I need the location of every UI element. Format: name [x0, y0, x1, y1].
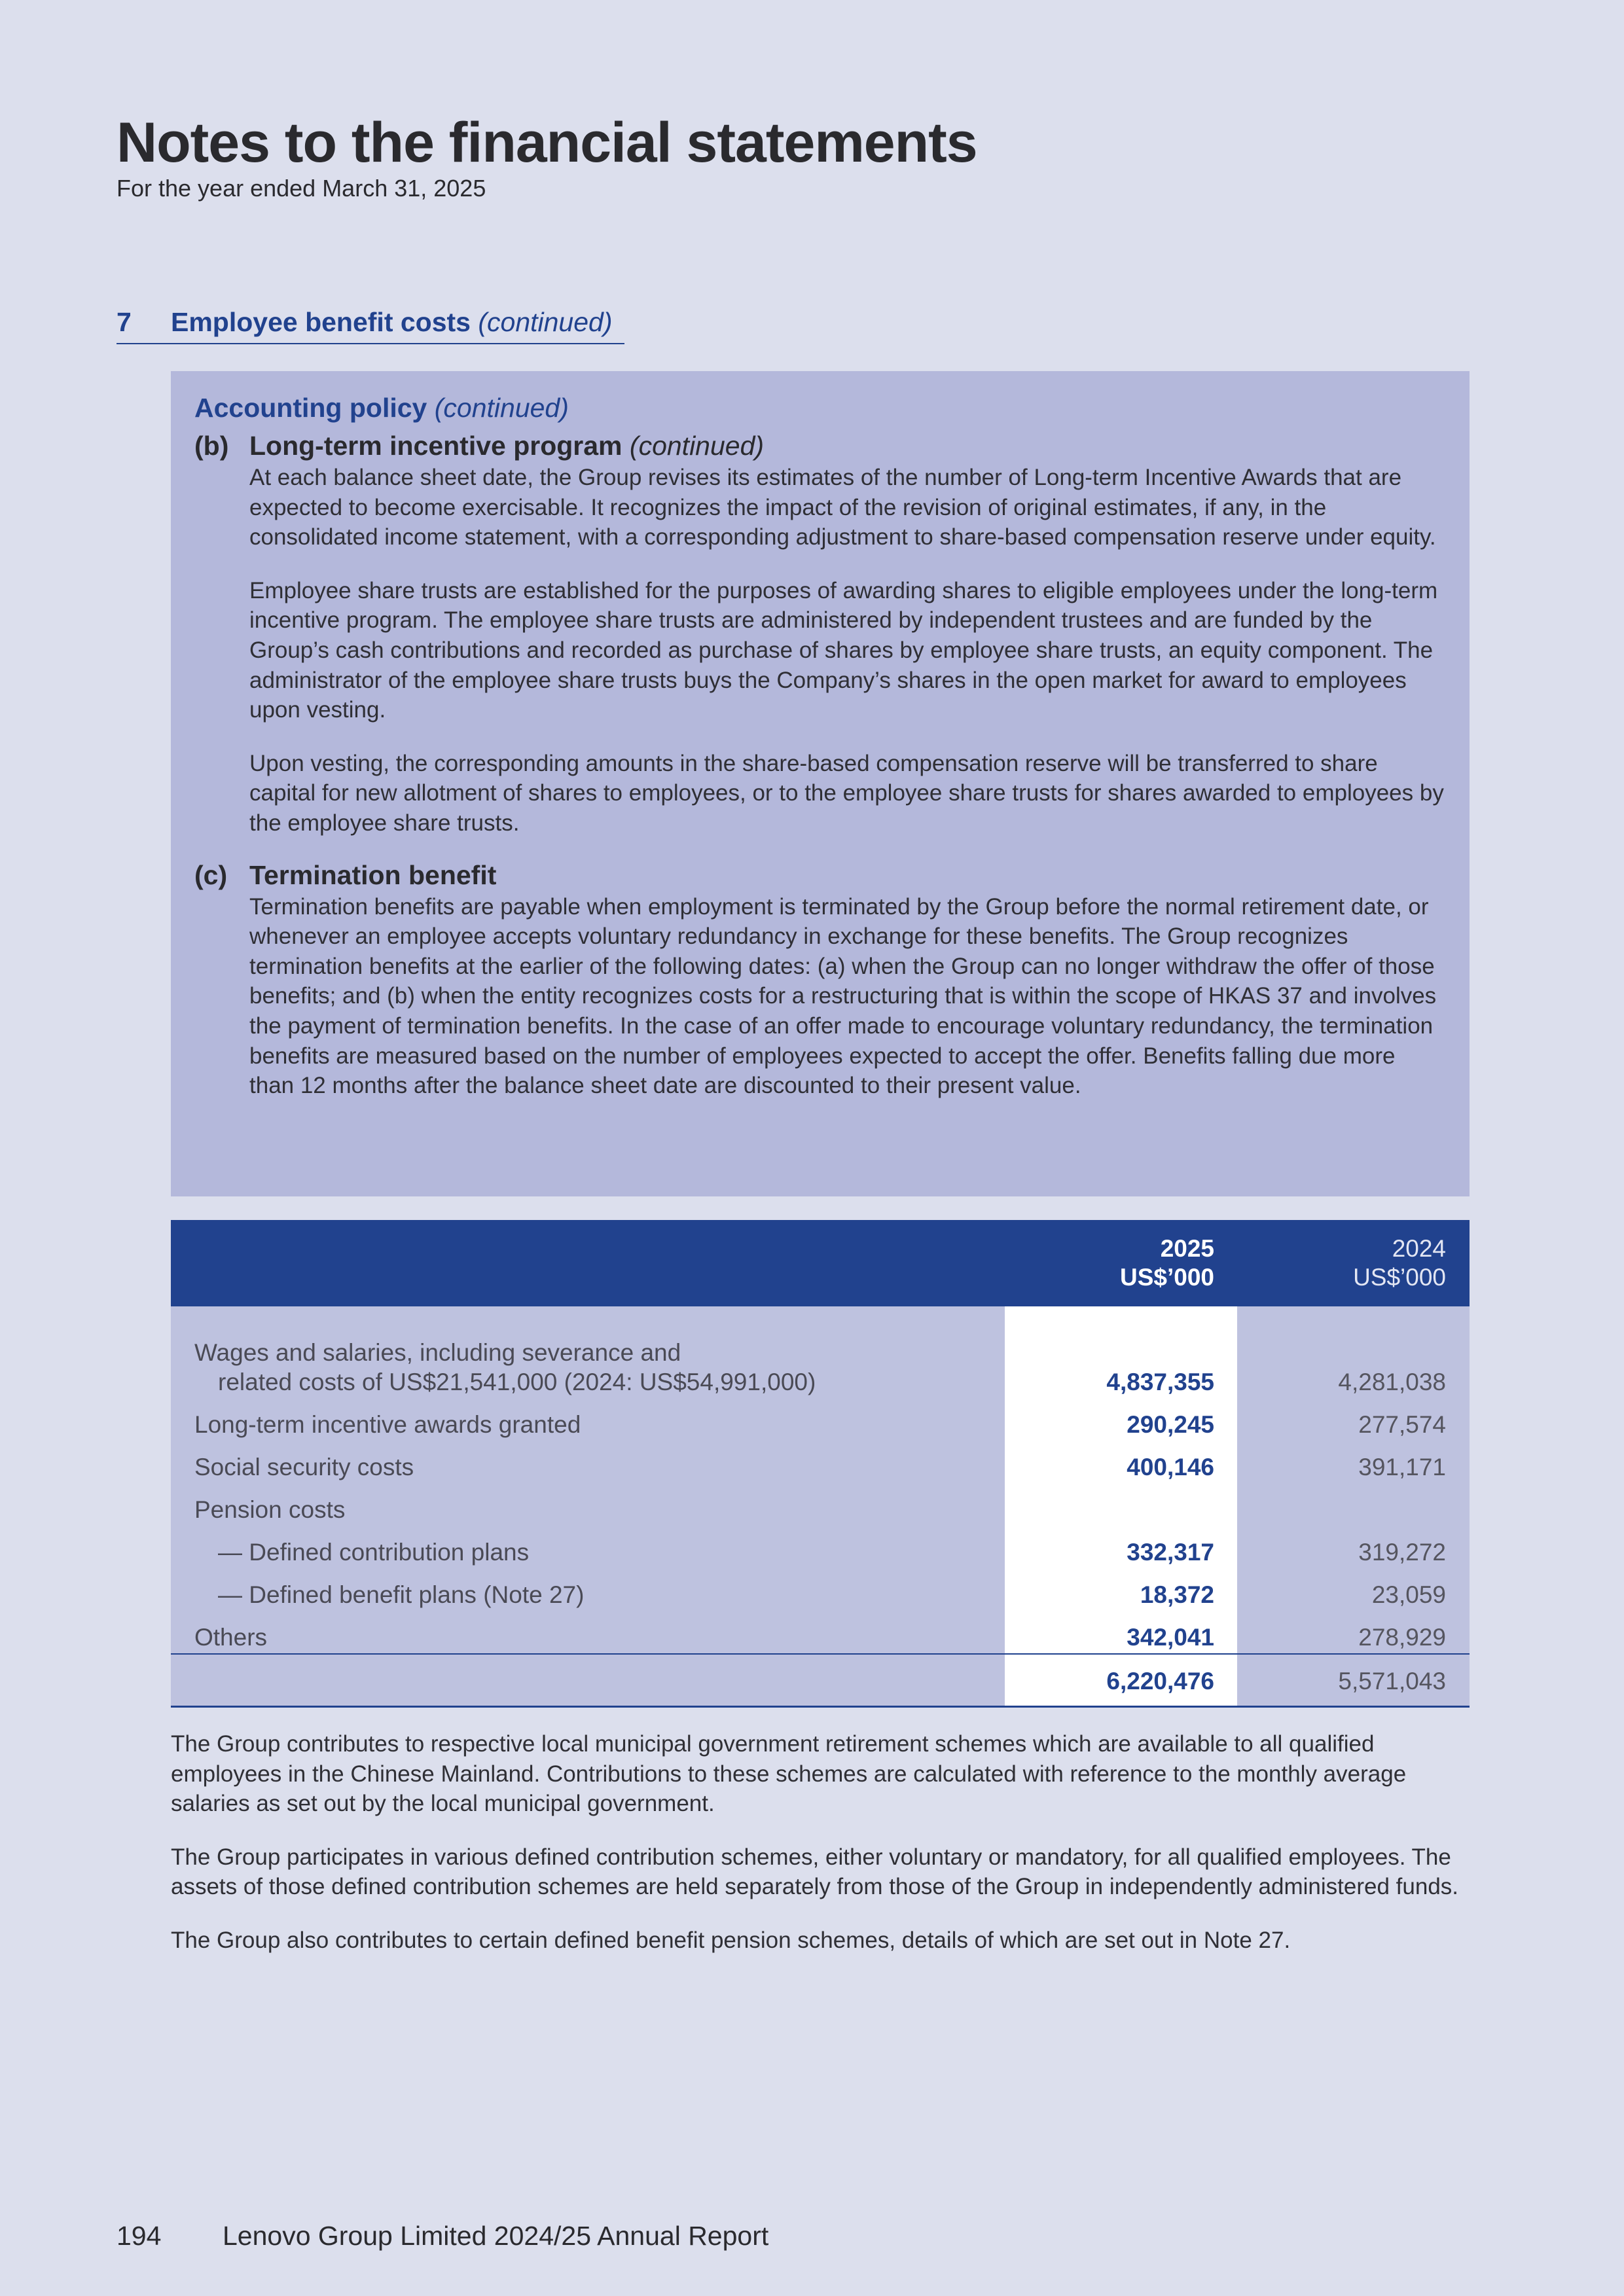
- page-title: Notes to the financial statements: [117, 111, 977, 174]
- page-subtitle: For the year ended March 31, 2025: [117, 175, 486, 202]
- value-2024: 23,059: [1371, 1581, 1446, 1608]
- value-2025: 4,837,355: [1106, 1369, 1214, 1395]
- subsection-b-title: Long-term incentive program: [249, 431, 623, 461]
- table-row: [171, 1530, 1470, 1572]
- value-2025: 400,146: [1127, 1454, 1214, 1480]
- policy-heading-continued: (continued): [434, 393, 569, 423]
- section-continued: (continued): [478, 307, 613, 337]
- total-2024: 5,571,043: [1338, 1668, 1446, 1695]
- policy-heading: [194, 391, 1446, 429]
- subsection-c-title: Termination benefit: [249, 859, 497, 890]
- table-row: [171, 1402, 1470, 1444]
- column-header-2025: [1120, 1234, 1214, 1292]
- policy-heading-title: Accounting policy: [194, 393, 427, 423]
- accounting-policy-box: [171, 371, 1470, 1196]
- row-label: Pension costs: [194, 1496, 346, 1523]
- table-header: [171, 1220, 1470, 1306]
- total-row: [171, 1655, 1470, 1706]
- page-footer: [117, 2219, 768, 2253]
- page-number: 194: [117, 2221, 162, 2251]
- value-2025: 18,372: [1140, 1581, 1214, 1608]
- notes-section: [171, 1729, 1470, 1979]
- row-label: — Defined contribution plans: [218, 1539, 530, 1566]
- note-paragraph-2: The Group participates in various defined contribution schemes, either voluntary or mandatory, for all qualified employees. The assets of those defined contribution schemes are held separately from those of the Group in independently administered funds.: [171, 1844, 1459, 1900]
- row-label: Social security costs: [194, 1454, 414, 1480]
- value-2024: 391,171: [1358, 1454, 1446, 1480]
- table-row: [171, 1330, 1470, 1402]
- section-number: 7: [117, 307, 132, 337]
- column-2025-unit: US$’000: [1120, 1264, 1214, 1291]
- value-2024: 277,574: [1358, 1411, 1446, 1438]
- row-label: [194, 1338, 816, 1397]
- value-2025: 290,245: [1127, 1411, 1214, 1438]
- report-title: Lenovo Group Limited 2024/25 Annual Report: [223, 2221, 769, 2251]
- subsection-b-continued: (continued): [629, 431, 765, 461]
- table-row: [171, 1487, 1470, 1530]
- row-label: Others: [194, 1624, 268, 1651]
- column-2024-unit: US$’000: [1353, 1264, 1446, 1291]
- row-label-line-2: related costs of US$21,541,000 (2024: US$54,991,000): [218, 1369, 816, 1395]
- subsection-b-paragraph-3: Upon vesting, the corresponding amounts in the share-based compensation reserve will be transferred to share capital for new allotment of shares to employees, or to the employee share trusts for shares awarded to employees by the employee share trusts.: [249, 750, 1444, 836]
- note-paragraph-3: The Group also contributes to certain defined benefit pension schemes, details of which are set out in Note 27.: [171, 1927, 1291, 1953]
- subsection-b-paragraph-1: At each balance sheet date, the Group revises its estimates of the number of Long-term Incentive Awards that are expected to become exercisable. It recognizes the impact of the revision of original estimates, if any, in the consolidated income statement, with a corresponding adjustment to share-based compensation reserve under equity.: [249, 465, 1436, 550]
- column-header-2024: [1353, 1234, 1446, 1292]
- table-row: [171, 1572, 1470, 1615]
- section-heading: [117, 305, 624, 344]
- subsection-b-paragraph-2: Employee share trusts are established for the purposes of awarding shares to eligible employees under the long-term incentive program. The employee share trusts are administered by independent trustees and are funded by the Group’s cash contributions and recorded as purchase of shares by employee share trusts, an equity component. The administrator of the employee share trusts buys the Company’s shares in the open market for award to employees upon vesting.: [249, 577, 1438, 723]
- subsection-c-heading: [194, 858, 1446, 892]
- total-2025: 6,220,476: [1106, 1668, 1214, 1695]
- column-2024-year: 2024: [1392, 1235, 1446, 1262]
- value-2024: 319,272: [1358, 1539, 1446, 1566]
- subsection-c-label: (c): [194, 859, 228, 890]
- table-row: [171, 1615, 1470, 1657]
- value-2025: 342,041: [1127, 1624, 1214, 1651]
- subsection-b-label: (b): [194, 431, 229, 461]
- table-body: [171, 1306, 1470, 1707]
- section-title: Employee benefit costs: [171, 307, 471, 337]
- value-2024: 278,929: [1358, 1624, 1446, 1651]
- table-row: [171, 1444, 1470, 1487]
- subsection-b-heading: [194, 429, 1446, 463]
- value-2024: 4,281,038: [1338, 1369, 1446, 1395]
- subsection-c-paragraph: Termination benefits are payable when employment is terminated by the Group before the normal retirement date, or whenever an employee accepts voluntary redundancy in exchange for these benefits. The Group recognizes termination benefits at the earlier of the following dates: (a) when the Group can no longer withdraw the offer of those benefits; and (b) when the entity recognizes costs for a restructuring that is within the scope of HKAS 37 and involves the payment of termination benefits. In the case of an offer made to encourage voluntary redundancy, the termination benefits are measured based on the number of employees expected to accept the offer. Benefits falling due more than 12 months after the balance sheet date are discounted to their present value.: [249, 893, 1437, 1099]
- row-label-line-1: Wages and salaries, including severance and: [194, 1339, 681, 1366]
- table-bottom-rule: [171, 1706, 1470, 1708]
- note-paragraph-1: The Group contributes to respective local municipal government retirement schemes which are available to all qualified employees in the Chinese Mainland. Contributions to these schemes are calculated with reference to the monthly average salaries as set out by the local municipal government.: [171, 1731, 1407, 1817]
- value-2025: 332,317: [1127, 1539, 1214, 1566]
- column-2025-year: 2025: [1160, 1235, 1214, 1262]
- row-label: Long-term incentive awards granted: [194, 1411, 581, 1438]
- row-label: — Defined benefit plans (Note 27): [218, 1581, 585, 1608]
